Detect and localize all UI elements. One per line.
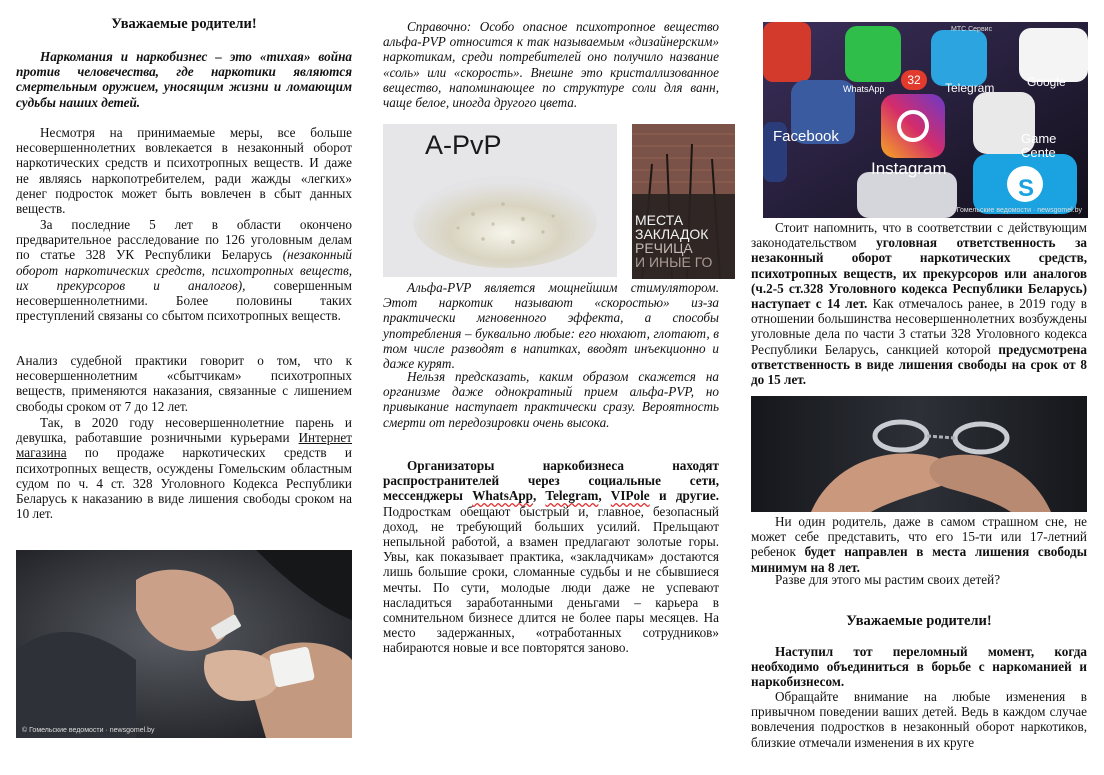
separator: , xyxy=(598,488,611,504)
statistics-italic-note: (незаконный оборот наркотических средств, психотропных веществ, их прекурсоров и аналогов), xyxy=(16,247,352,293)
photo-credit: © Гомельские ведомости · newsgomel.by xyxy=(949,207,1082,214)
apvp-handwritten-label: A-PvP xyxy=(425,130,502,160)
internet-shop-link[interactable]: Интернет магазина xyxy=(16,430,352,461)
column-middle xyxy=(383,0,719,775)
handcuffs-image xyxy=(751,396,1087,512)
photo-credit: © Гомельские ведомости · newsgomel.by xyxy=(22,727,155,734)
separator: , xyxy=(533,488,546,504)
facebook-app-label: Facebook xyxy=(773,128,839,145)
statistics-text: За последние 5 лет в области окончено предварительное расследование по 126 уголовным делам по статье 328 УК Республики Беларусь xyxy=(16,217,352,263)
telegram-word: Telegram xyxy=(545,488,599,504)
responsibility-paragraph xyxy=(751,220,1087,387)
sign-line-3: РЕЧИЦА xyxy=(635,240,693,256)
photo-stash-sign xyxy=(632,124,735,279)
photo-smartphone-apps xyxy=(763,22,1088,218)
page-heading: Уважаемые родители! xyxy=(111,16,257,32)
attention-paragraph: Обращайте внимание на любые изменения в привычном поведении ваших детей. Ведь в каждом случае вовлечения подростков в незаконный оборот наркотиков, близкие отмечали изменения в их круге xyxy=(751,689,1087,750)
skype-icon: S xyxy=(1018,175,1035,202)
case-2020-paragraph xyxy=(16,415,352,521)
case-text-end: по продаже наркотических средств и психотропных веществ, осуждены Гомельским областным судом по ч. 4 ст. 328 Уголовного Кодекса Республики Беларусь к наказанию в виде лишения свободы сроком на 10 лет. xyxy=(16,445,352,522)
reference-paragraph: Справочно: Особо опасное психотропное вещество альфа-PVP относится к так называемым «дизайнерским» наркотикам, среди потребителей оно получило название «соль» или «скорость». Внешне это кристаллизованное вещество, напоминающее по структуре соли для ванн, чаще белое, иногда другого цвета. xyxy=(383,19,719,111)
organizers-bold: Организаторы наркобизнеса находят распространителей через социальные сети, мессенджеры xyxy=(383,458,719,504)
organizers-bold-end: и другие. xyxy=(649,488,720,504)
instagram-app-label: Instagram xyxy=(871,159,947,178)
column-right xyxy=(751,0,1087,775)
court-practice-paragraph: Анализ судебной практики говорит о том, что к несовершеннолетним «сбытчикам» психотропных веществ, применяются наказания, связанные с лишением свободы сроком от 7 до 12 лет. xyxy=(16,353,352,414)
rhetorical-question: Разве для этого мы растим своих детей? xyxy=(775,572,1001,587)
whatsapp-word: WhatsApp xyxy=(472,488,534,504)
intro-paragraph: Несмотря на принимаемые меры, все больше несовершеннолетних вовлекается в незаконный оборот наркотических средств и психотропных веществ. И даже не являясь наркопотребителем, ради жажды «легких» денег подросток может быть вовлечен в сбыт данных веществ. xyxy=(16,125,352,217)
responsibility-text-2: Как отмечалось ранее, в 2019 году в отношении большинства несовершеннолетних возбуждены уголовные дела по части 3 статьи 328 Уголовного кодекса Республики Беларусь, санкцией которой xyxy=(751,296,1087,357)
smartphone-apps-image xyxy=(763,22,1088,218)
alpha-pvp-paragraph: Альфа-PVP является мощнейшим стимулятором. Этот наркотик называют «скоростью» из-за практически мгновенного эффекта, а способы употребления – буквально любые: его нюхают, глотают, в том числе разводят в напитках, вводят инъекционно и даже курят. xyxy=(383,280,719,372)
responsibility-text: Стоит напомнить, что в соответствии с действующим законодательством xyxy=(751,220,1087,251)
column-left xyxy=(16,0,352,775)
photo-handcuffs xyxy=(751,396,1087,512)
whatsapp-app-label: WhatsApp xyxy=(843,84,885,94)
game-center-app-label: Game Cente xyxy=(1021,131,1057,160)
sign-line-1: МЕСТА xyxy=(635,212,684,228)
case-text: Так, в 2020 году несовершеннолетние парень и девушка, работавшие розничными курьерами xyxy=(16,415,352,446)
vipole-word: VIPole xyxy=(610,488,650,504)
parents-imagine-bold: будет направлен в места лишения свободы минимум на 8 лет. xyxy=(751,544,1088,575)
lead-paragraph: Наркомания и наркобизнес – это «тихая» война против человечества, где наркотики являются смертельным оружием, уносящим жизни и ломающим судьбы наших детей. xyxy=(16,49,352,110)
notification-badge: 32 xyxy=(901,70,927,90)
responsibility-bold-2: предусмотрена ответственность в виде лишения свободы на срок от 8 до 15 лет. xyxy=(751,341,1087,388)
telegram-app-label: Telegram xyxy=(945,81,995,95)
statistics-paragraph xyxy=(16,217,352,323)
statistics-text-end: совершенным несовершеннолетними. Более половины таких преступлений связаны со сбытом психотропных веществ. xyxy=(16,277,352,324)
stash-sign-text xyxy=(635,213,735,269)
google-app-label: Google xyxy=(1027,75,1066,89)
responsibility-bold: уголовная ответственность за незаконный оборот наркотических средств, психотропных веществ, их прекурсоров или аналогов (ч.2-5 ст.328 Уголовного кодекса Республики Беларусь) наступает с 14 лет. xyxy=(751,235,1088,312)
section-heading-parents: Уважаемые родители! xyxy=(846,613,992,629)
sign-line-4: И ИНЫЕ ГО xyxy=(635,254,713,270)
organizers-paragraph xyxy=(383,458,719,656)
parents-imagine-paragraph xyxy=(751,514,1087,575)
photo-alpha-pvp-powder xyxy=(383,124,617,277)
organizers-text: Подросткам обещают быстрый и, главное, безопасный доход, не требующий больших усилий. Прельщают непыльной работой, а взамен предлагают золотые горы. Увы, как показывает практика, «закладчикам» достаются лишь большие сроки, сломанные судьбы и не сбывшиеся мечты. По сути, молодые люди даже не успевают насладиться заработанными деньгами – карьера в сомнительном бизнесе длится не более пары месяцев. На место задержанных, «отработанных сотрудников» набираются новые и все повторятся заново. xyxy=(383,503,719,656)
photo-drug-handover xyxy=(16,550,352,738)
turning-point-paragraph: Наступил тот переломный момент, когда необходимо объединиться в борьбе с наркоманией и наркобизнесом. xyxy=(751,644,1087,690)
drug-handover-image xyxy=(16,550,352,738)
parents-imagine-text: Ни один родитель, даже в самом страшном сне, не может себе представить, что его 15-ти или 17-летний ребенок xyxy=(751,514,1087,560)
sign-line-2: ЗАКЛАДОК xyxy=(635,226,709,242)
prediction-paragraph: Нельзя предсказать, каким образом скажется на организме даже однократный прием альфа-PVP, но привыкание наступает практически сразу. Вероятность смерти от передозировки очень высока. xyxy=(383,369,719,430)
mts-app-label: МТС Сервис xyxy=(951,26,993,33)
